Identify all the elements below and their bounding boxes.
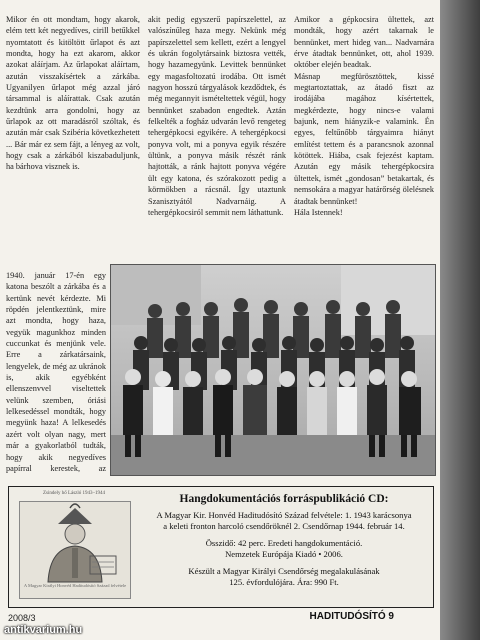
group-photo [110,264,436,476]
group-photo-image [111,265,435,475]
cd-title: Hangdokumentációs forráspublikáció CD: [179,493,389,505]
page-number: HADITUDÓSÍTÓ 9 [309,611,394,622]
cd-price-line: 125. évfordulójára. Ára: 990 Ft. [229,577,339,587]
article-column-1-lower [6,270,106,474]
article-paragraph: Másnap megfürösztöttek, kissé megtartoztattak, az átadó fiszt az irodájába magához kísértettek, megkérdezte, hogy nincs-e valami bajunk, nem hiányzik-e valamink. Én egyes, feltűnőbb tárgyaimra hiányt említést tettem és a parancsnok azonnal kötöttek. Hiába, csak fejezést kaptam. Azután egy másik tehergépkocsira ültettek, ismét „gondosan” betakartak, és nemsokára a magyar határőrség ölelésnek átadtak bennünket! [294,71,434,206]
cd-description-line: a keleti fronton harcoló csendőröknél 2. Csendőrnap 1944. február 14. [163,521,405,531]
stamp-note: A Magyar Királyi Honvéd Haditudósító Század felvétele [23,583,127,588]
article-paragraph: Hála Istennek! [294,207,343,217]
page-edge-shadow [440,0,480,640]
article-paragraph: Mikor én ott mondtam, hogy akarok, elém tett két negyedíves, cirill betűkkel nyomtatott és kitöltött űrlapot és azt mondta, hogy ha ezt akarom, akkor azokat aláírjam. Az űrlapokat aláírtam, azután visszakísértek a zárkába. Ugyanilyen űrlapot még azzal járó társammal is aláírattak. Csak azután kezdtünk arra gondolni, hogy az űrlapok az ott maradásról szóltak, és azután már csak Szibéria következhetett ... Bár már ez sem fájt, a lényeg az volt, hogy csak a zárkából kiszabaduljunk, ha bárhova visznek is. [6,15,140,172]
issue-number: 2008/3 [8,613,36,623]
article-column-2 [148,14,286,262]
article-columns [6,14,434,262]
stamp-caption: Zsindely hő László 1943–1944 [42,491,106,496]
article-column-1 [6,14,140,262]
cd-duration-line: Összidő: 42 perc. Eredeti hangdokumentáció. [205,538,363,548]
cd-description [137,491,431,588]
stamp-illustration [15,491,133,603]
cd-description-line: A Magyar Kir. Honvéd Haditudósító Század felvétele: 1. 1943 karácsonya [156,510,412,520]
cd-publisher-line: Nemzetek Európája Kiadó • 2006. [225,549,343,559]
article-paragraph: Amikor a gépkocsira ültettek, azt mondták, hogy azért takarnak le bennünket, mert hideg van... Nadvarnára érve átadtak bennünket, ott, ahol 1939. október elején beadtak. [294,15,434,70]
article-column-3 [294,14,434,262]
watermark: antikvarium.hu [4,624,83,636]
cd-advertisement-box [8,486,434,608]
article-paragraph: 1940. január 17-én egy katona beszólt a zárkába és a kertünk nevét kérdezte. Mi röpdén jelentkeztünk, mire azt mondta, hogy haza, vegyük magunkhoz minden cuccunkat és menjünk vele. Erre a zárkatársaink, lengyelek, de még az ukránok is, akik egyébként ellenszenvvel viseltettek velünk szemben, óriási lelkesedéssel mondták, hogy megyünk haza! A lelkesedés azért volt olyan nagy, mert már a gyakorlatból tudták, hogy akik negyedíves papírral kerestek, az [6,271,106,473]
cd-anniversary-line: Készült a Magyar Királyi Csendőrség megalakulásának [188,566,380,576]
article-paragraph: akit pedig egyszerű papírszelettel, az valószínűleg haza megy. Nekünk még papírszelettel sem kellett, ezért a lengyel és ukrán fogolytársaink biztosra vették, hogy hazamegyünk. Levittek bennünket egy magasfoltozatú irodába. Ott ismét nagyon hosszú tárgyalások kezdődtek, és még megannyit ismételtettek végül, hogy bennünket szabadon engedtek. Aztán felkelték a fogház udvarán levő rengeteg tehergépkocsi egyikére. A tehergépkocsi ponyva volt, mi a ponyva egyik részére ültünk, a ponyva másik részét ránk hajtották, a ránk hajtott ponyva végére ült egy katona, és szórakozott pedig a körmökben a rácsnál. Így utaztunk Szanisztyától Nadvarnáig. A tehergépkocsiról semmit nem láthattunk. [148,15,286,217]
